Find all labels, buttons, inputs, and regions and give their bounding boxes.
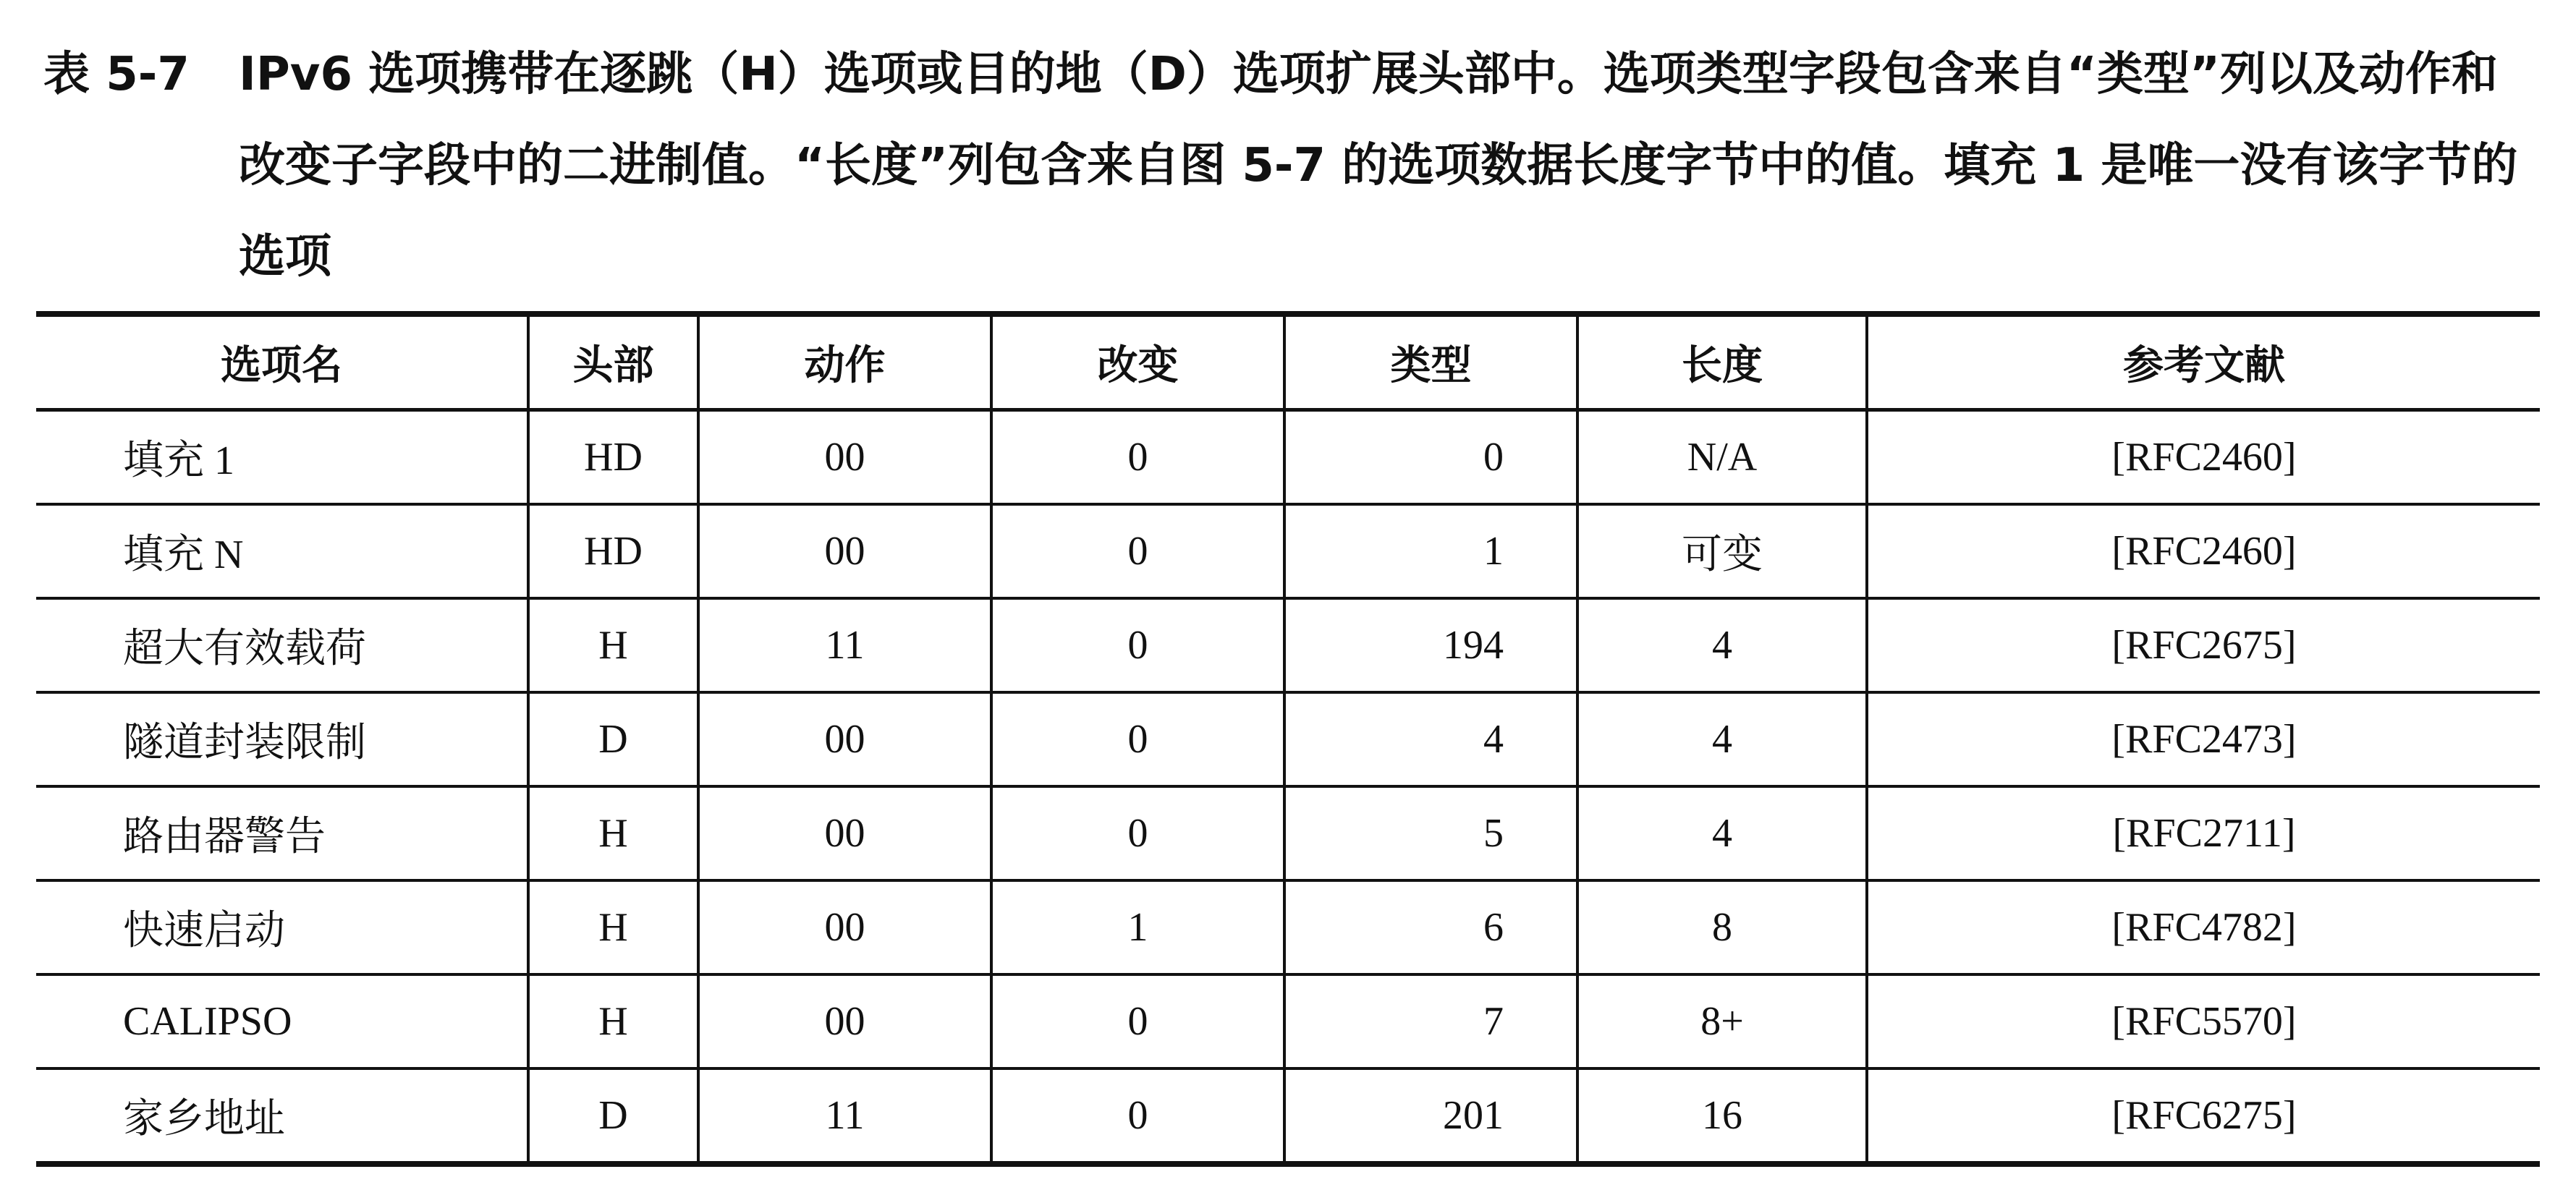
cell-change: 1 [991,880,1284,974]
caption-text: IPv6 选项携带在逐跳（H）选项或目的地（D）选项扩展头部中。选项类型字段包含来自“类型”列以及动作和改变子字段中的二进制值。“长度”列包含来自图 5-7 的选项数据长度字节中的值。填充 1 是唯一没有该字节的选项 [239,48,2518,284]
cell-type: 1 [1284,504,1577,598]
table-row [36,692,2540,786]
cell-type: 201 [1284,1068,1577,1164]
table-row [36,598,2540,692]
cell-option-name: 路由器警告 [123,815,326,859]
cell-header: H [528,880,698,974]
ipv6-options-table [36,311,2540,1167]
cell-length: 16 [1577,1068,1867,1164]
cell-action: 00 [698,504,991,598]
cell-length: 4 [1577,692,1867,786]
cell-change: 0 [991,692,1284,786]
cell-reference: [RFC2460] [1867,504,2540,598]
cell-action: 11 [698,598,991,692]
cell-action: 00 [698,692,991,786]
table-header-row [36,314,2540,410]
cell-action: 00 [698,786,991,880]
cell-header: HD [528,410,698,505]
table-caption [43,29,2540,302]
cell-reference: [RFC6275] [1867,1068,2540,1164]
cell-option-name: 填充 N [123,532,244,577]
cell-header: H [528,598,698,692]
header-option-name: 选项名 [221,342,342,389]
table-row [36,786,2540,880]
table-row [36,974,2540,1068]
cell-action: 00 [698,880,991,974]
cell-option-name: 快速启动 [123,909,285,953]
header-action: 动作 [698,314,991,410]
cell-reference: [RFC2711] [1867,786,2540,880]
cell-type: 5 [1284,786,1577,880]
cell-change: 0 [991,786,1284,880]
cell-change: 0 [991,974,1284,1068]
cell-action: 00 [698,974,991,1068]
cell-reference: [RFC2460] [1867,410,2540,505]
cell-length: 4 [1577,786,1867,880]
cell-reference: [RFC5570] [1867,974,2540,1068]
cell-option-name: 隧道封装限制 [123,721,366,765]
cell-length: 可变 [1577,504,1867,598]
cell-length: 4 [1577,598,1867,692]
cell-action: 11 [698,1068,991,1164]
cell-length: 8+ [1577,974,1867,1068]
header-header: 头部 [528,314,698,410]
cell-length: N/A [1577,410,1867,505]
cell-header: H [528,974,698,1068]
cell-type: 7 [1284,974,1577,1068]
header-change: 改变 [991,314,1284,410]
cell-option-name: CALIPSO [123,999,292,1044]
cell-option-name: 填充 1 [123,438,234,483]
cell-option-name: 超大有效载荷 [123,626,366,671]
cell-type: 0 [1284,410,1577,505]
header-type: 类型 [1284,314,1577,410]
cell-reference: [RFC4782] [1867,880,2540,974]
header-reference: 参考文献 [1867,314,2540,410]
table-row [36,504,2540,598]
table-row [36,410,2540,505]
caption-label: 表 5-7 [43,48,190,101]
cell-change: 0 [991,410,1284,505]
cell-header: D [528,692,698,786]
cell-type: 6 [1284,880,1577,974]
cell-reference: [RFC2675] [1867,598,2540,692]
cell-type: 4 [1284,692,1577,786]
table-row [36,880,2540,974]
cell-change: 0 [991,504,1284,598]
cell-header: D [528,1068,698,1164]
cell-change: 0 [991,1068,1284,1164]
cell-length: 8 [1577,880,1867,974]
table-row [36,1068,2540,1164]
header-length: 长度 [1577,314,1867,410]
cell-option-name: 家乡地址 [123,1097,285,1142]
cell-type: 194 [1284,598,1577,692]
cell-header: H [528,786,698,880]
cell-action: 00 [698,410,991,505]
cell-change: 0 [991,598,1284,692]
cell-reference: [RFC2473] [1867,692,2540,786]
cell-header: HD [528,504,698,598]
